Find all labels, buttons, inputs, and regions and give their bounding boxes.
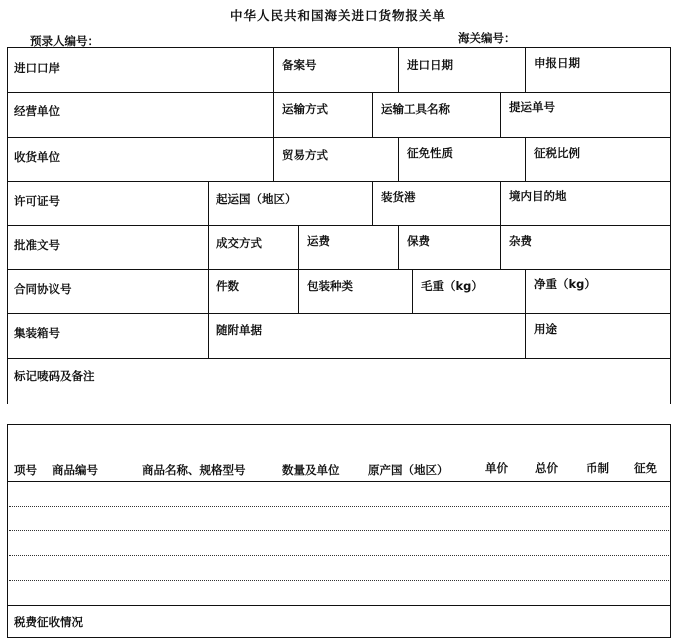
misc-fee-label: 杂费 [509, 234, 532, 248]
trade-mode-label: 贸易方式 [282, 148, 328, 162]
grid-line [208, 181, 209, 358]
attached-docs-label: 随附单据 [216, 323, 262, 337]
tax-nature-label: 征免性质 [407, 146, 453, 160]
approval-number-label: 批准文号 [14, 238, 60, 252]
preentry-number-label: 预录人编号： [30, 34, 99, 48]
col-tax-exemption: 征免 [634, 461, 657, 475]
pieces-label: 件数 [216, 279, 239, 293]
grid-line [525, 47, 526, 92]
import-port-label: 进口口岸 [14, 61, 60, 75]
grid-line [7, 358, 671, 359]
origin-country-label: 起运国（地区） [216, 192, 297, 206]
grid-line [412, 269, 413, 313]
tax-ratio-label: 征税比例 [534, 146, 580, 160]
grid-line [298, 269, 299, 313]
grid-line [7, 225, 671, 226]
bill-of-lading-label: 提运单号 [509, 100, 555, 114]
col-quantity-unit: 数量及单位 [282, 463, 340, 477]
declaration-grid [7, 47, 671, 417]
net-weight-label: 净重（kg） [534, 277, 596, 291]
col-commodity-code: 商品编号 [52, 463, 98, 477]
import-date-label: 进口日期 [407, 58, 453, 72]
grid-line [298, 225, 299, 269]
loading-port-label: 装货港 [381, 190, 416, 204]
insurance-label: 保费 [407, 234, 430, 248]
grid-line [525, 137, 526, 181]
gross-weight-label: 毛重（kg） [421, 279, 483, 293]
license-number-label: 许可证号 [14, 194, 60, 208]
freight-label: 运费 [307, 234, 330, 248]
grid-line [7, 137, 671, 138]
tax-collection-label: 税费征收情况 [14, 615, 83, 629]
col-currency: 币制 [586, 461, 609, 475]
grid-line [372, 181, 373, 225]
grid-line [398, 137, 399, 181]
transport-mode-label: 运输方式 [282, 102, 328, 116]
package-type-label: 包装种类 [307, 279, 353, 293]
grid-line [7, 92, 671, 93]
grid-line [500, 225, 501, 269]
col-origin-country: 原产国（地区） [368, 463, 449, 477]
section-gap [0, 404, 676, 424]
grid-line [7, 481, 671, 482]
deal-mode-label: 成交方式 [216, 236, 262, 250]
record-number-label: 备案号 [282, 58, 317, 72]
contract-number-label: 合同协议号 [14, 282, 72, 296]
grid-line [273, 47, 274, 181]
grid-line [7, 269, 671, 270]
usage-label: 用途 [534, 322, 557, 336]
grid-line [398, 47, 399, 92]
grid-line [398, 225, 399, 269]
container-number-label: 集装箱号 [14, 326, 60, 340]
col-commodity-name: 商品名称、规格型号 [142, 463, 246, 477]
customs-number-label: 海关编号： [458, 31, 516, 45]
consignee-label: 收货单位 [14, 150, 60, 164]
transport-tool-label: 运输工具名称 [381, 102, 450, 116]
col-item-no: 项号 [14, 463, 37, 477]
grid-line [7, 605, 671, 606]
grid-line [372, 92, 373, 137]
grid-line [500, 181, 501, 225]
domestic-destination-label: 境内目的地 [509, 189, 567, 203]
item-row-line [9, 555, 669, 556]
grid-line [525, 313, 526, 358]
marks-remarks-label: 标记唛码及备注 [14, 369, 95, 383]
operating-unit-label: 经营单位 [14, 104, 60, 118]
grid-line [7, 313, 671, 314]
item-row-line [9, 530, 669, 531]
grid-line [525, 269, 526, 313]
declare-date-label: 申报日期 [534, 56, 580, 70]
col-total-price: 总价 [535, 461, 558, 475]
form-title: 中华人民共和国海关进口货物报关单 [229, 8, 446, 23]
item-row-line [9, 580, 669, 581]
col-unit-price: 单价 [485, 461, 508, 475]
item-row-line [9, 506, 669, 507]
grid-line [500, 92, 501, 137]
grid-line [7, 181, 671, 182]
